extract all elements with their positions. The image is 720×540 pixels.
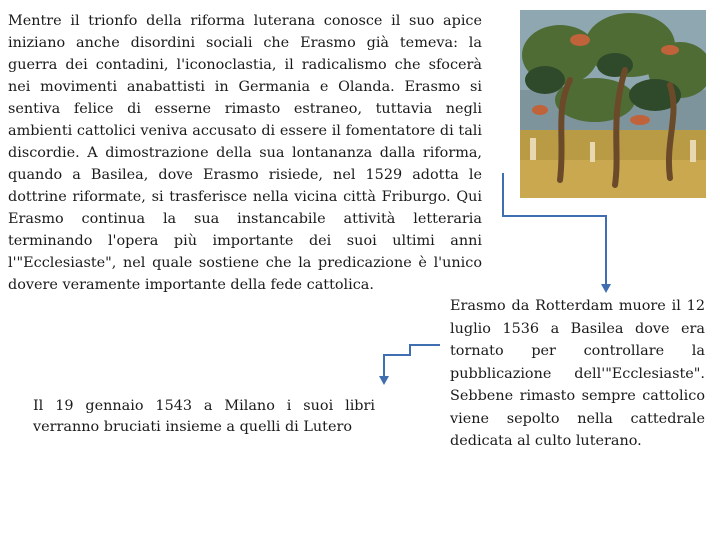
- right-paragraph: Erasmo da Rotterdam muore il 12 luglio 1536 a Basilea dove era tornato per controllare la pubblicazione dell'"Ecclesiaste". Sebbene rimasto sempre cattolico viene sepolto nella cattedrale dedicata al culto luterano.: [450, 298, 705, 449]
- left-paragraph: Il 19 gennaio 1543 a Milano i suoi libri verranno bruciati insieme a quelli di Lutero: [33, 398, 375, 435]
- painting-image: [520, 10, 706, 198]
- main-paragraph: Mentre il trionfo della riforma luterana conosce il suo apice iniziano anche disordini sociali che Erasmo già temeva: la guerra dei contadini, l'iconoclastia, il radicalismo che sfocerà nei movimenti anabattisti in Germania e Olanda. Erasmo si sentiva felice di esserne rimasto estraneo, tuttavia negli ambienti cattolici veniva accusato di essere il fomentatore di tali discordie. A dimostrazione della sua lontananza dalla riforma, quando a Basilea, dove Erasmo risiede, nel 1529 adotta le dottrine riformate, si trasferisce nella vicina città Friburgo. Qui Erasmo continua la sua instancabile attività letteraria terminando l'opera più importante dei suoi ultimi anni l'"Ecclesiaste", nel quale sostiene che la predicazione è l'unico dovere veramente importante della fede cattolica.: [8, 13, 482, 293]
